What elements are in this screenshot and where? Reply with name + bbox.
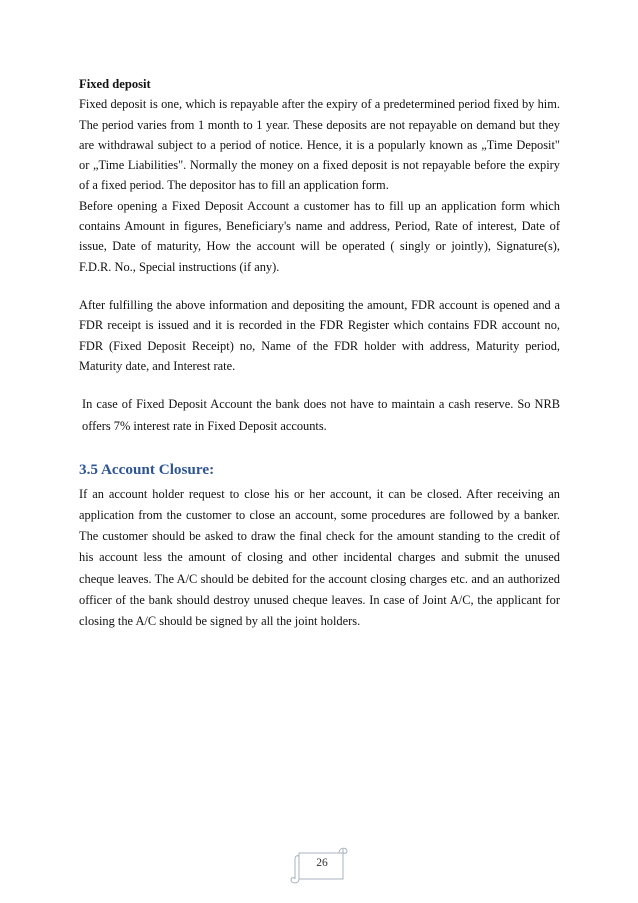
fixed-deposit-heading: Fixed deposit	[79, 77, 151, 91]
account-closure-heading: 3.5 Account Closure:	[79, 461, 215, 479]
page-content	[79, 74, 560, 632]
account-closure-paragraph: If an account holder request to close his or her account, it can be closed. After receiving an application from the customer to close an account, some procedures are followed by a banker. The customer should be asked to draw the final check for the amount standing to the credit of his account less the amount of closing and other incidental charges and submit the unused cheque leaves. The A/C should be debited for the account closing charges etc. and an authorized officer of the bank should destroy unused cheque leaves. In case of Joint A/C, the applicant for closing the A/C should be signed by all the joint holders.	[79, 487, 560, 628]
fixed-deposit-paragraph-3: After fulfilling the above information and depositing the amount, FDR account is opened and a FDR receipt is issued and it is recorded in the FDR Register which contains FDR account no, FDR (Fixed Deposit Receipt) no, Name of the FDR holder with address, Maturity period, Maturity date, and Interest rate.	[79, 297, 560, 373]
page-number-ornament	[285, 843, 351, 885]
fixed-deposit-paragraph-1: Fixed deposit is one, which is repayable after the expiry of a predetermined period fixed by him. The period varies from 1 month to 1 year. These deposits are not repayable on demand but they are withdrawal subject to a period of notice. Hence, it is a popularly known as „Time Deposit" or „Time Liabilities". Normally the money on a fixed deposit is not repayable before the expiry of a fixed period. The depositor has to fill an application form.	[79, 97, 560, 193]
fixed-deposit-paragraph-2: Before opening a Fixed Deposit Account a customer has to fill up an application form which contains Amount in figures, Beneficiary's name and address, Period, Rate of interest, Date of issue, Date of maturity, How the account will be operated ( singly or jointly), Signature(s), F.D.R. No., Special instructions (if any).	[79, 198, 560, 274]
fixed-deposit-paragraph-4: In case of Fixed Deposit Account the bank does not have to maintain a cash reserve. So NRB offers 7% interest rate in Fixed Deposit accounts.	[82, 397, 560, 434]
page-number: 26	[316, 857, 328, 869]
